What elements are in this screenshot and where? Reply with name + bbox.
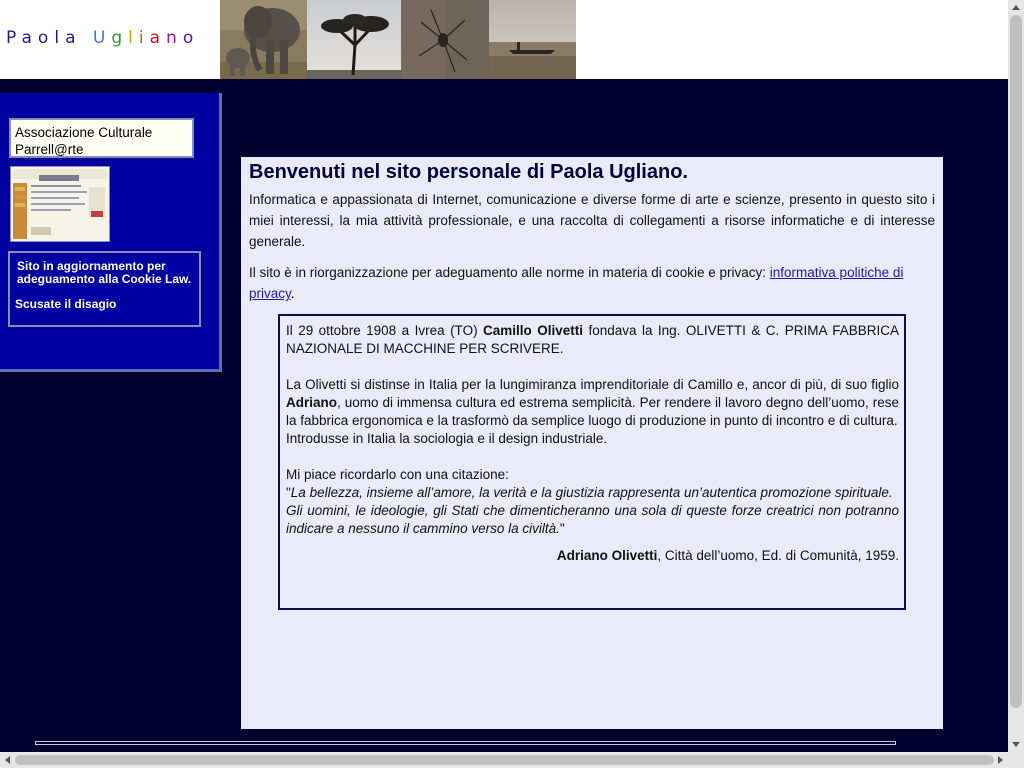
sociology-paragraph: Introdusse in Italia la sociologia e il design industriale. [286,431,608,446]
quote-line-1: La bellezza, insieme all’amore, la verità e la giustizia rappresenta un’autentica promozione spirituale. [290,485,893,500]
logo-letter [81,28,92,48]
intro-paragraph: Informatica e appassionata di Internet, comunicazione e diverse forme di arte e scienze, presento in questo sito i miei interessi, la mia attività professionale, e una raccolta di collegamenti a risorse informatiche e di interesse generale. [249,192,935,249]
privacy-policy-link[interactable]: informativa politiche di privacy [249,265,904,301]
privacy-text: Il sito è in riorganizzazione per adeguamento alle norme in materia di cookie e privacy: [249,265,770,280]
left-sidebar [0,93,222,372]
association-link-box[interactable] [9,118,194,158]
association-label[interactable]: Associazione Culturale Parrell@rte [15,125,153,157]
horizontal-scroll-thumb[interactable] [15,755,994,765]
attribution-source: , Città dell’uomo, Ed. di Comunità, 1959. [657,548,899,563]
text-span: La Olivetti si distinse in Italia per la lungimiranza imprenditoriale di Camillo e, ancor di più, di suo figlio [286,377,899,392]
scroll-right-icon[interactable] [998,756,1003,764]
scroll-left-icon[interactable] [5,756,10,764]
logo-letter: o [37,28,55,48]
scrollbar-corner [1008,752,1024,768]
privacy-end: . [290,286,295,301]
logo-letter: o [182,28,200,48]
header-photo-strip [220,0,576,79]
logo-letter: l [128,28,139,48]
quote-attribution [286,547,899,565]
adriano-name: Adriano [286,395,338,410]
page-title: Benvenuti nel sito personale di Paola Ugliano. [249,161,688,183]
logo-letter: n [166,28,183,48]
quotation [286,484,899,538]
canoe-lake-photo [489,0,576,79]
camillo-olivetti-name: Camillo Olivetti [483,323,583,338]
privacy-paragraph [249,262,935,304]
citation-intro: Mi piace ricordarlo con una citazione: [286,467,509,482]
scroll-up-icon[interactable] [1012,5,1020,10]
association-site-thumbnail[interactable] [10,166,110,242]
logo-letter: U [92,28,112,48]
quote-close-mark: " [559,521,565,536]
elephants-photo [220,0,307,79]
notice-apology: Scusate il disagio [15,297,117,311]
bottom-divider [35,741,896,745]
logo-letter: a [21,28,38,48]
scroll-down-icon[interactable] [1012,742,1020,747]
logo-letter: g [111,28,129,48]
logo-letter: l [54,28,66,48]
logo-letter: i [138,28,150,48]
logo-letter: P [6,28,22,48]
acacia-tree-photo [307,0,401,79]
spider-photo [401,0,489,79]
logo-letter: a [149,28,167,48]
vertical-scroll-thumb[interactable] [1010,15,1022,708]
quote-open-mark: " [286,485,291,500]
adriano-paragraph [286,376,899,430]
main-content [241,157,943,729]
text-span: Il 29 ottobre 1908 a Ivrea (TO) [286,323,484,338]
horizontal-scrollbar[interactable] [0,752,1008,768]
olivetti-quote-box [278,314,906,610]
text-span: , uomo di immensa cultura ed estrema semplicità. Per rendere il lavoro degno dell’uomo, rese la fabbrica ergonomica e la trasformò da semplice luogo di produzione in punto di incontro e di cultura. [286,395,899,428]
vertical-scrollbar[interactable] [1008,0,1024,752]
attribution-name: Adriano Olivetti [556,548,658,563]
olivetti-founding-paragraph [286,322,899,358]
text-span: fondava la Ing. OLIVETTI & C. PRIMA FABBRICA NAZIONALE DI MACCHINE PER SCRIVERE. [286,323,899,356]
cookie-law-notice [8,251,201,327]
logo-letter: a [65,28,82,48]
site-header [0,0,1008,79]
notice-title: Sito in aggiornamento per adeguamento alla Cookie Law. [17,259,192,286]
site-logo[interactable] [6,28,199,48]
quote-line-2: Gli uomini, le ideologie, gli Stati che dimenticheranno una sola di queste forze creatrici non potranno indicare a nessuno il cammino verso la civiltà. [286,503,899,536]
